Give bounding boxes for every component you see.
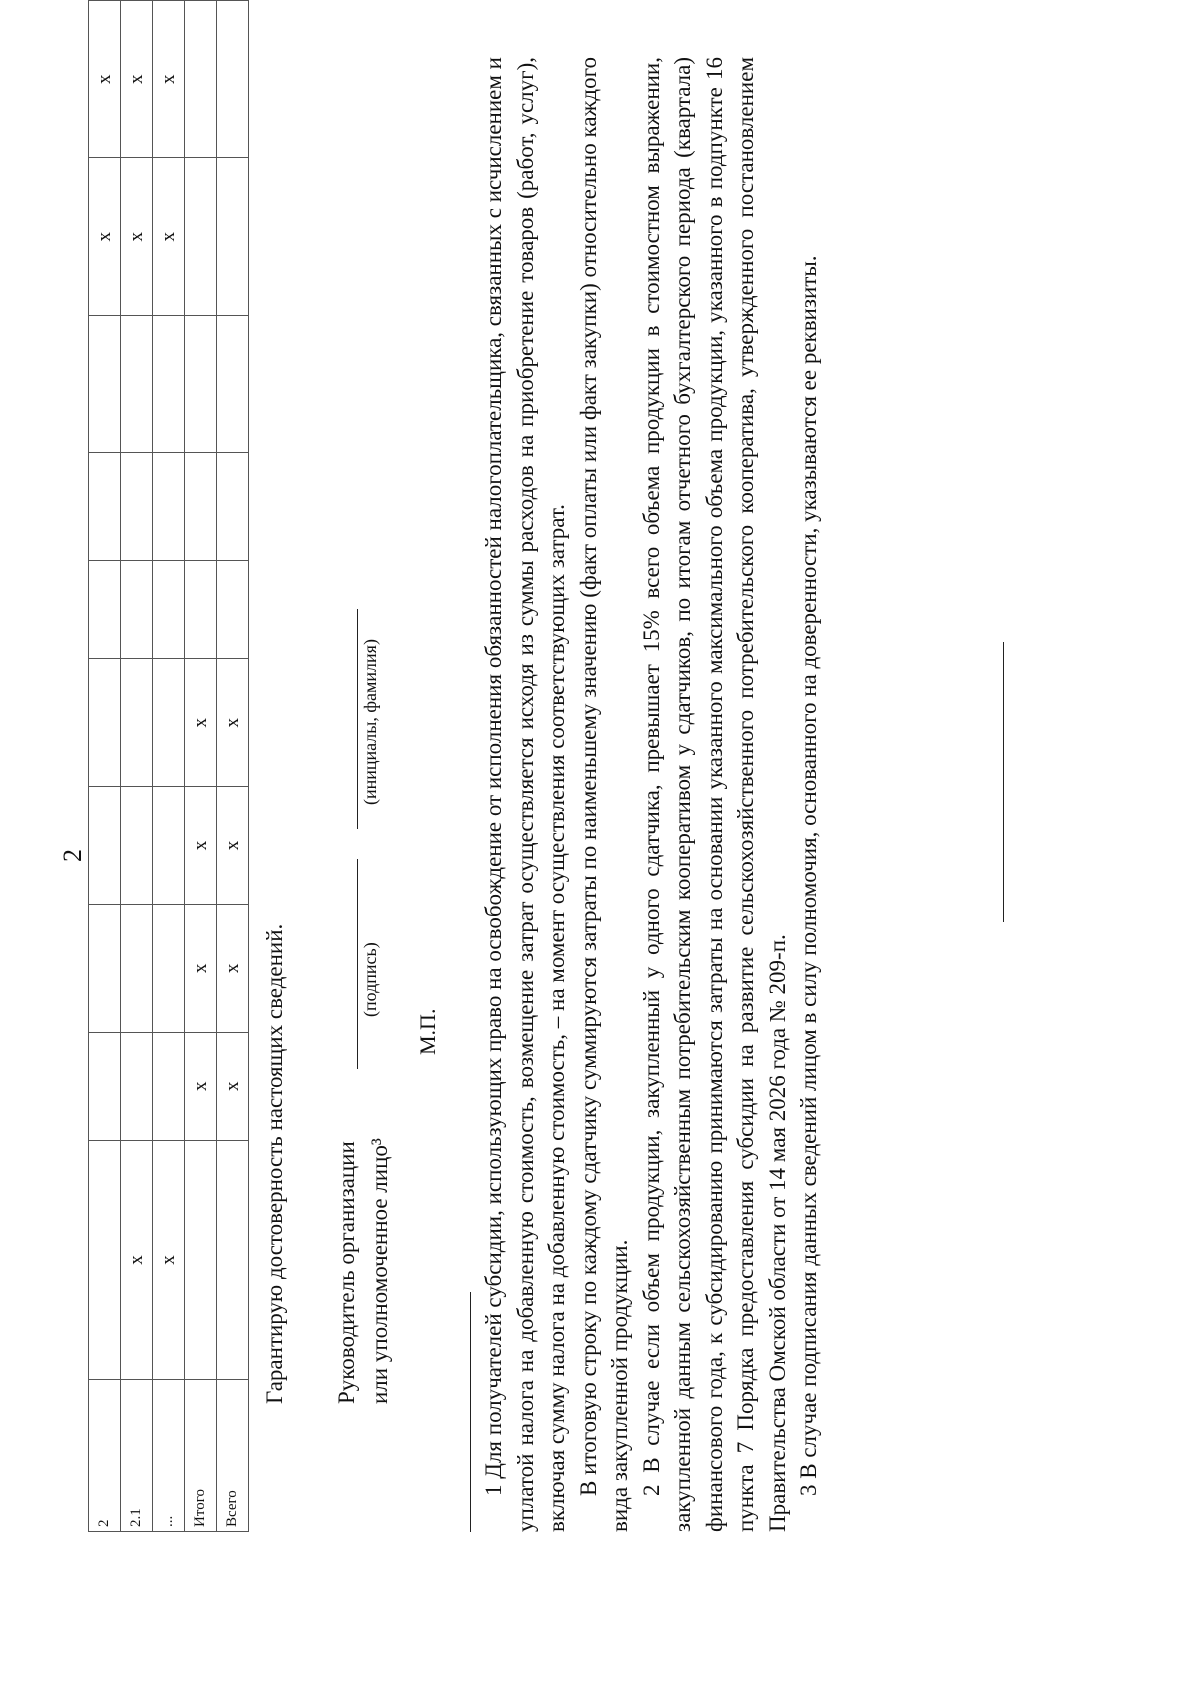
table-row [89,1,121,1532]
data-table [88,0,249,1532]
table-cell: x [121,1,153,159]
table-row [153,1,185,1532]
table-cell [153,787,185,905]
table-cell [217,1140,249,1380]
table-cell [153,659,185,787]
table-row [217,1,249,1532]
row-label: 2.1 [121,1380,153,1532]
table-cell: x [89,1,121,159]
table-cell [121,904,153,1032]
table-cell [185,1140,217,1380]
row-label: Всего [217,1380,249,1532]
name-caption: (инициалы, фамилия) [360,639,380,805]
row-label: 2 [89,1380,121,1532]
table-cell [121,561,153,659]
table-row [121,1,153,1532]
stamp-placeholder: М.П. [415,1008,440,1055]
table-cell [185,315,217,453]
name-line [357,609,358,829]
table-cell: x [217,1032,249,1140]
table-cell: x [217,904,249,1032]
table-cell [217,158,249,315]
table-cell: x [121,158,153,315]
page-number: 2 [58,849,87,862]
table-cell [89,315,121,453]
footnote-1-continuation: В итоговую строку по каждому сдатчику суммируются затраты по наименьшему значению (факт оплаты или факт закупки) относительно каждого вида закупленной продукции. [575,57,632,1532]
table-cell [89,904,121,1032]
table-cell [89,1140,121,1380]
signature-line [357,859,358,1069]
table-cell [185,1,217,159]
table-cell [89,659,121,787]
table-cell: x [185,904,217,1032]
signature-caption: (подпись) [360,942,380,1017]
table-cell: x [153,1140,185,1380]
table-cell [89,561,121,659]
table-row [185,1,217,1532]
table-cell: x [153,1,185,159]
table-cell [185,158,217,315]
row-label: Итого [185,1380,217,1532]
table-cell [217,561,249,659]
table-cell: x [217,659,249,787]
table-cell [89,1032,121,1140]
table-cell: x [185,1032,217,1140]
table-cell [185,453,217,561]
table-cell [153,315,185,453]
table-cell: x [185,659,217,787]
table-cell [153,453,185,561]
table-cell [89,453,121,561]
signer-title-line1: Руководитель организации [334,1141,359,1404]
footnotes [470,57,825,1532]
table-cell [217,453,249,561]
table-cell [217,1,249,159]
bottom-rule [1003,642,1004,922]
table-cell [121,659,153,787]
table-cell: x [89,158,121,315]
footnote-1: 1 Для получателей субсидии, использующих право на освобождение от исполнения обязанностей налогоплательщика, связанных с исчислением и уплатой налога на добавленную стоимость, возмещение затрат осуществляется исходя из суммы расходов на приобретение товаров (работ, услуг), включая сумму налога на добавленную стоимость, – на момент осуществления соответствующих затрат. [481,57,569,1532]
guarantee-text: Гарантирую достоверность настоящих сведений. [262,923,287,1404]
signer-title-line2: или уполномоченное лицо³ [367,1138,392,1404]
table-cell [153,904,185,1032]
table-cell [153,1032,185,1140]
table-cell: x [217,787,249,905]
table-cell [153,561,185,659]
table-cell [121,1032,153,1140]
row-label: ... [153,1380,185,1532]
footnote-3: 3 В случае подписания данных сведений лицом в силу полномочия, основанного на доверенности, указываются ее реквизиты. [796,255,821,1496]
table-cell [121,787,153,905]
table-cell [217,315,249,453]
table-cell: x [185,787,217,905]
table-cell [121,453,153,561]
table-cell: x [153,158,185,315]
signer-title [330,1138,396,1404]
table-cell [89,787,121,905]
table-cell [185,561,217,659]
footnote-2: 2 В случае если объем продукции, закупленный у одного сдатчика, превышает 15% всего объема продукции в стоимостном выражении, закупленной данным сельскохозяйственным потребительским кооперативом у сдатчиков, по итогам отчетного бухгалтерского периода (квартала) финансового года, к субсидированию принимаются затраты на основании указанного максимального объема продукции, указанного в подпункте 16 пункта 7 Порядка предоставления субсидии на развитие сельскохозяйственного потребительского кооператива, утвержденного постановлением Правительства Омской области от 14 мая 2026 года № 209-п. [638,57,790,1532]
table-cell: x [121,1140,153,1380]
table-cell [121,315,153,453]
